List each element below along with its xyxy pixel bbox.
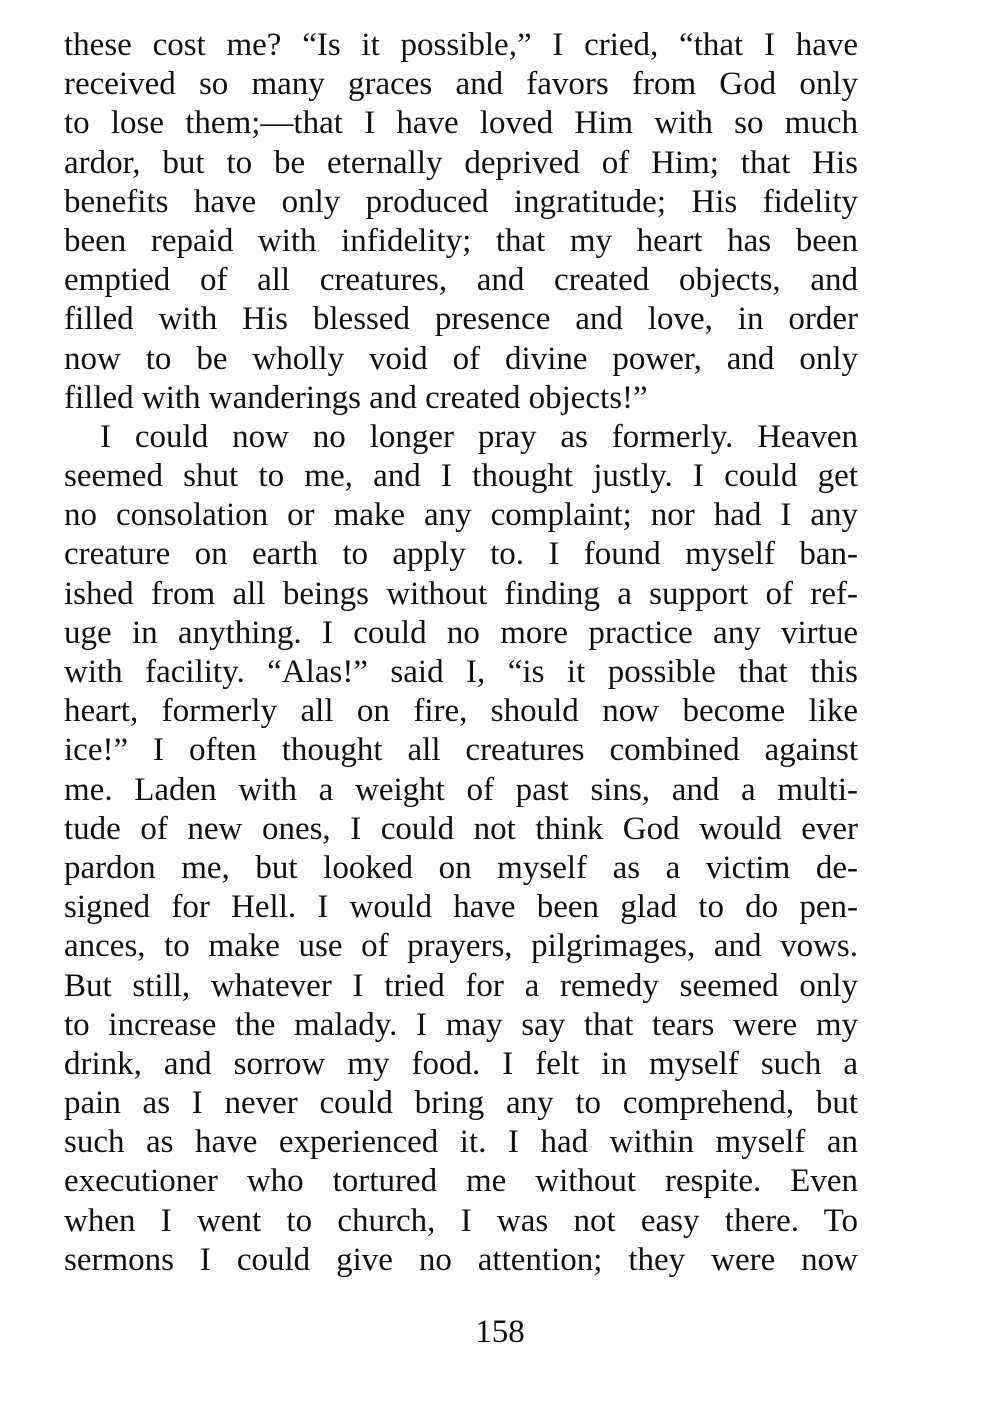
text-line: emptied of all creatures, and created objects, and — [64, 262, 858, 299]
text-line: creature on earth to apply to. I found myself ban- — [64, 536, 858, 573]
text-line: pain as I never could bring any to comprehend, but — [64, 1085, 858, 1122]
text-line: received so many graces and favors from God only — [64, 66, 858, 103]
book-page — [64, 26, 858, 1280]
page-number: 158 — [475, 1314, 525, 1350]
text-line: ished from all beings without finding a support of ref- — [64, 575, 858, 612]
text-line: to lose them;—that I have loved Him with so much — [64, 105, 858, 142]
text-line: sermons I could give no attention; they were now — [64, 1241, 858, 1278]
text-line: But still, whatever I tried for a remedy seemed only — [64, 967, 858, 1004]
text-line: now to be wholly void of divine power, and only — [64, 340, 858, 377]
text-line: ances, to make use of prayers, pilgrimages, and vows. — [64, 928, 858, 965]
text-line: executioner who tortured me without respite. Even — [64, 1163, 858, 1200]
text-line: heart, formerly all on fire, should now become like — [64, 693, 858, 730]
paragraph-1 — [64, 26, 858, 418]
text-line: no consolation or make any complaint; nor had I any — [64, 497, 858, 534]
text-line: to increase the malady. I may say that tears were my — [64, 1006, 858, 1043]
text-line: drink, and sorrow my food. I felt in myself such a — [64, 1045, 858, 1082]
text-line: been repaid with infidelity; that my heart has been — [64, 222, 858, 259]
text-line: such as have experienced it. I had within myself an — [64, 1124, 858, 1161]
text-line: ice!” I often thought all creatures combined against — [64, 732, 858, 769]
text-line: benefits have only produced ingratitude; His fidelity — [64, 183, 858, 220]
text-line: when I went to church, I was not easy there. To — [64, 1202, 858, 1239]
text-line: ardor, but to be eternally deprived of Him; that His — [64, 144, 858, 181]
text-line: signed for Hell. I would have been glad to do pen- — [64, 889, 858, 926]
text-line: filled with His blessed presence and love, in order — [64, 301, 858, 338]
text-line: with facility. “Alas!” said I, “is it possible that this — [64, 654, 858, 690]
text-line: uge in anything. I could no more practice any virtue — [64, 614, 858, 651]
text-line: me. Laden with a weight of past sins, and a multi- — [64, 771, 858, 808]
text-line: pardon me, but looked on myself as a victim de- — [64, 849, 858, 886]
paragraph-2 — [64, 418, 858, 1280]
text-line: filled with wanderings and created objects!” — [64, 379, 648, 416]
text-line: I could now no longer pray as formerly. Heaven — [100, 418, 858, 455]
text-line: these cost me? “Is it possible,” I cried, “that I have — [64, 27, 858, 63]
text-line: seemed shut to me, and I thought justly. I could get — [64, 458, 858, 495]
text-line: tude of new ones, I could not think God would ever — [64, 810, 858, 847]
